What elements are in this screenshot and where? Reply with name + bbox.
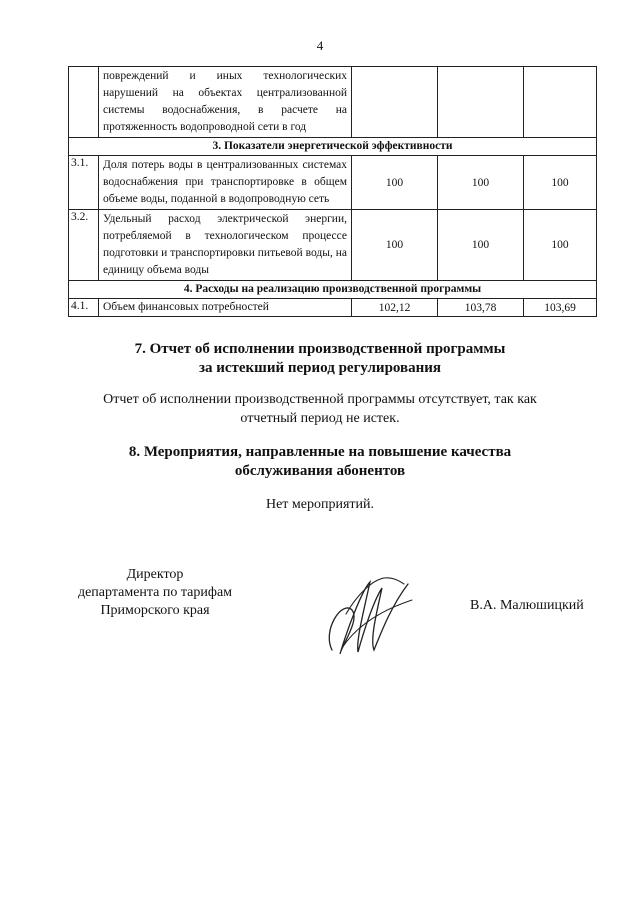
signatory-title-line1: Директор — [126, 567, 184, 582]
value-cell: 100 — [438, 156, 524, 210]
section-title: 4. Расходы на реализацию производственной программы — [69, 281, 597, 299]
section7-title-line2: за истекший период регулирования — [198, 360, 442, 376]
handwritten-signature — [312, 570, 422, 660]
signatory-title-line3: Приморского края — [100, 603, 210, 618]
page-number: 4 — [316, 38, 324, 53]
value-cell: 100 — [524, 210, 597, 281]
value-cell: 100 — [352, 156, 438, 210]
section7-text — [0, 390, 640, 428]
section8-title — [0, 443, 640, 481]
value-cell: 103,78 — [438, 299, 524, 317]
indicator-text: Удельный расход электрической энергии, потребляемой в технологическом процессе подготовки и транспортировки питьевой воды, на единицу объема воды — [99, 210, 352, 281]
indicators-table — [68, 66, 597, 317]
value-cell — [524, 67, 597, 138]
section7-title-line1: 7. Отчет об исполнении производственной программы — [134, 341, 506, 357]
table-row — [69, 67, 597, 138]
section-header-row — [69, 281, 597, 299]
section-title: 3. Показатели энергетической эффективности — [69, 138, 597, 156]
section-header-row — [69, 138, 597, 156]
row-number: 4.1. — [69, 299, 99, 317]
indicator-text: Объем финансовых потребностей — [99, 299, 352, 317]
signatory-title — [40, 566, 270, 620]
indicator-text: Доля потерь воды в централизованных системах водоснабжения при транспортировке в общем объеме воды, поданной в водопроводную сеть — [99, 156, 352, 210]
value-cell: 103,69 — [524, 299, 597, 317]
section7-text-line2: отчетный период не истек. — [240, 411, 400, 426]
section8-title-line2: обслуживания абонентов — [234, 463, 406, 479]
value-cell: 102,12 — [352, 299, 438, 317]
value-cell — [438, 67, 524, 138]
value-cell — [352, 67, 438, 138]
indicator-text: повреждений и иных технологических нарушений на объектах централизованной системы водоснабжения, в расчете на протяженность водопроводной сети в год — [99, 67, 352, 138]
table-row — [69, 156, 597, 210]
section8-text: Нет мероприятий. — [265, 497, 375, 512]
value-cell: 100 — [352, 210, 438, 281]
section7-title — [0, 340, 640, 378]
section7-text-line1: Отчет об исполнении производственной программы отсутствует, так как — [103, 392, 537, 407]
row-number — [69, 67, 99, 138]
row-number: 3.2. — [69, 210, 99, 281]
row-number: 3.1. — [69, 156, 99, 210]
table-row — [69, 299, 597, 317]
value-cell: 100 — [524, 156, 597, 210]
section8-title-line1: 8. Мероприятия, направленные на повышение качества — [128, 444, 512, 460]
table-row — [69, 210, 597, 281]
value-cell: 100 — [438, 210, 524, 281]
signatory-title-line2: департамента по тарифам — [77, 585, 233, 600]
signatory-name: В.А. Малюшицкий — [470, 598, 584, 613]
